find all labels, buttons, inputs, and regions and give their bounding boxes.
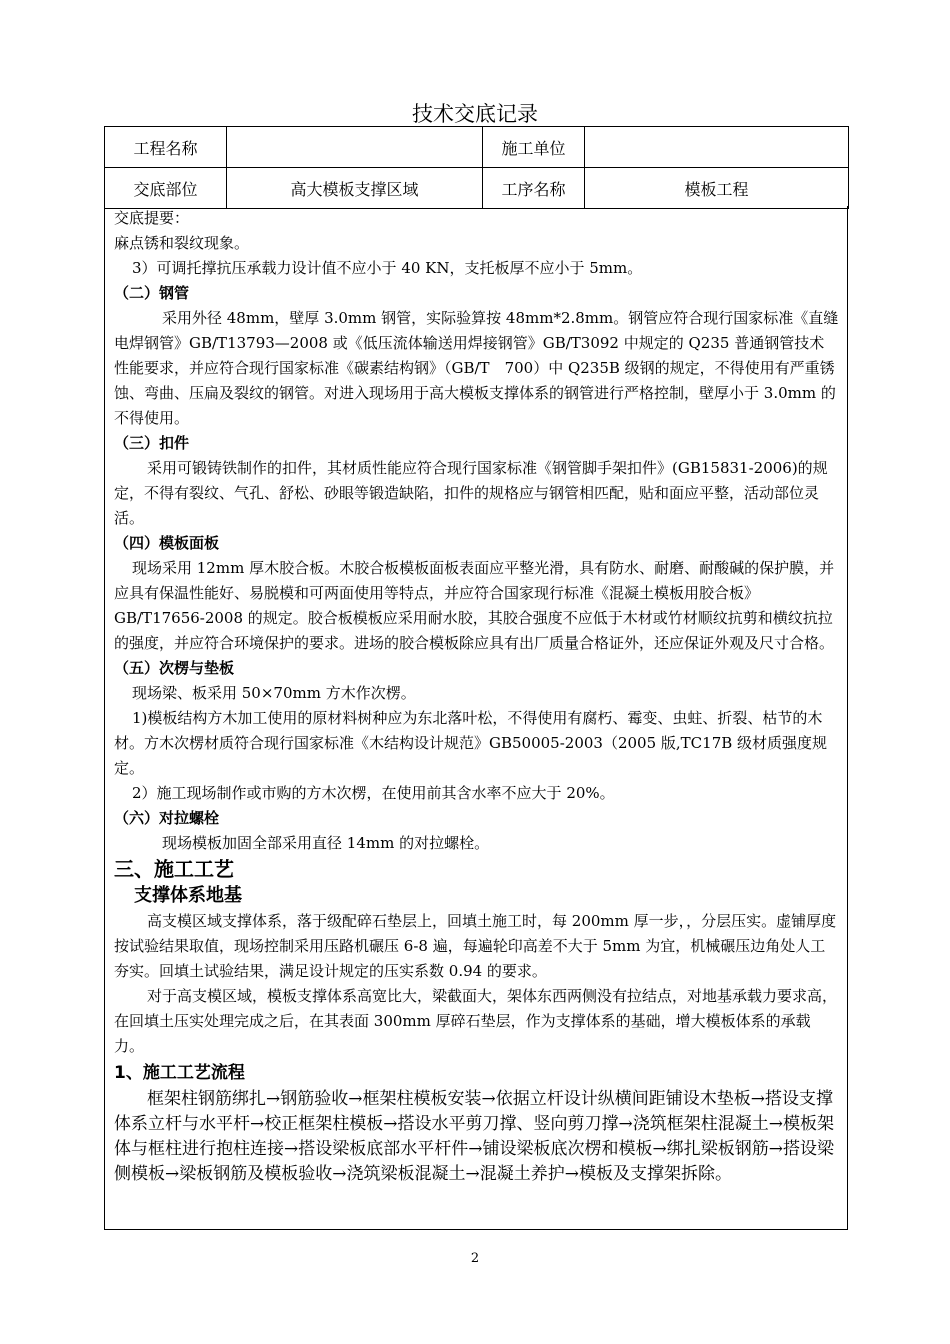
project-name-value	[227, 127, 483, 168]
paragraph-steel-pipe: 采用外径 48mm，壁厚 3.0mm 钢管，实际验算按 48mm*2.8mm。钢管应符合现行国家标准《直缝电焊钢管》GB/T13793—2008 或《低压流体输送用焊接钢管》GB/T3092 中规定的 Q235 普通钢管技术性能要求，并应符合现行国家标准《碳素结构钢》（GB/T 700）中 Q235B 级钢的规定，不得使用有严重锈蚀、弯曲、压扁及裂纹的钢管。对进入现场用于高大模板支撑体系的钢管进行严格控制，壁厚小于 3.0mm 的不得使用。	[114, 309, 839, 427]
project-name-label: 工程名称	[105, 127, 227, 168]
paragraph-joist-2: 2）施工现场制作或市购的方木次楞，在使用前其含水率不应大于 20%。	[132, 784, 615, 802]
heading-section-3: 三、施工工艺	[114, 857, 234, 881]
process-name-value: 模板工程	[585, 168, 849, 209]
heading-foundation: 支撑体系地基	[134, 885, 242, 906]
paragraph-continued: 麻点锈和裂纹现象。	[114, 234, 250, 252]
heading-formwork-panel: （四）模板面板	[114, 534, 220, 552]
paragraph-foundation-1: 高支模区域支撑体系，落于级配碎石垫层上，回填土施工时，每 200mm 厚一步，，分层压实。虚铺厚度按试验结果取值，现场控制采用压路机碾压 6-8 遍，每遍轮印高差不大于 5mm 为宜，机械碾压边角处人工夯实。回填土试验结果，满足设计规定的压实系数 0.94 的要求。	[114, 912, 837, 980]
header-table	[104, 126, 849, 209]
construction-unit-value	[585, 127, 849, 168]
summary-label: 交底提要：	[114, 209, 190, 227]
paragraph-joist-1: 1)模板结构方木加工使用的原材料树种应为东北落叶松，不得使用有腐朽、霉变、虫蛀、折裂、枯节的木材。方木次楞材质符合现行国家标准《木结构设计规范》GB50005-2003（2005 版,TC17B 级材质强度规定。	[114, 709, 828, 777]
paragraph-tie-bolt: 现场模板加固全部采用直径 14mm 的对拉螺栓。	[162, 834, 490, 852]
paragraph-coupler: 采用可锻铸铁制作的扣件，其材质性能应符合现行国家标准《钢管脚手架扣件》(GB15831-2006)的规定，不得有裂纹、气孔、舒松、砂眼等锻造缺陷，扣件的规格应与钢管相匹配，贴和面应平整，活动部位灵活。	[114, 459, 828, 527]
construction-unit-label: 施工单位	[483, 127, 585, 168]
paragraph-formwork-panel: 现场采用 12mm 厚木胶合板。木胶合板模板面板表面应平整光滑，具有防水、耐磨、耐酸碱的保护膜，并应具有保温性能好、易脱模和可两面使用等特点，并应符合国家现行标准《混凝土模板用胶合板》GB/T17656-2008 的规定。胶合板模板应采用耐水胶，其胶合强度不应低于木材或竹材顺纹抗剪和横纹抗拉的强度，并应符合环境保护的要求。进场的胶合模板除应具有出厂质量合格证外，还应保证外观及尺寸合格。	[114, 559, 835, 652]
document-title: 技术交底记录	[412, 102, 538, 126]
handover-content-box	[104, 206, 848, 1230]
paragraph-jack: 3）可调托撑抗压承载力设计值不应小于 40 KN，支托板厚不应小于 5mm。	[132, 259, 643, 277]
paragraph-foundation-2: 对于高支模区域，模板支撑体系高宽比大，梁截面大，架体东西两侧没有拉结点，对地基承载力要求高，在回填土压实处理完成之后，在其表面 300mm 厚碎石垫层，作为支撑体系的基础，增大模板体系的承载力。	[114, 987, 838, 1055]
process-name-label: 工序名称	[483, 168, 585, 209]
paragraph-process-flow: 框架柱钢筋绑扎→钢筋验收→框架柱模板安装→依据立杆设计纵横间距铺设木垫板→搭设支撑体系立杆与水平杆→校正框架柱模板→搭设水平剪刀撑、竖向剪刀撑→浇筑框架柱混凝土→模板架体与框柱进行抱柱连接→搭设梁板底部水平杆件→铺设梁板底次楞和模板→绑扎梁板钢筋→搭设梁侧模板→梁板钢筋及模板验收→浇筑梁板混凝土→混凝土养护→模板及支撑架拆除。	[114, 1089, 834, 1184]
handover-part-value: 高大模板支撑区域	[227, 168, 483, 209]
heading-process-flow: 1、施工工艺流程	[114, 1063, 245, 1083]
paragraph-joist-intro: 现场梁、板采用 50×70mm 方木作次楞。	[132, 684, 416, 702]
heading-steel-pipe: （二）钢管	[114, 284, 190, 302]
handover-content	[105, 206, 847, 1187]
handover-part-label: 交底部位	[105, 168, 227, 209]
heading-tie-bolt: （六）对拉螺栓	[114, 809, 220, 827]
header-row-2	[105, 168, 849, 209]
heading-joist: （五）次楞与垫板	[114, 659, 235, 677]
header-row-1	[105, 127, 849, 168]
page-number: 2	[470, 1251, 480, 1266]
heading-coupler: （三）扣件	[114, 434, 190, 452]
